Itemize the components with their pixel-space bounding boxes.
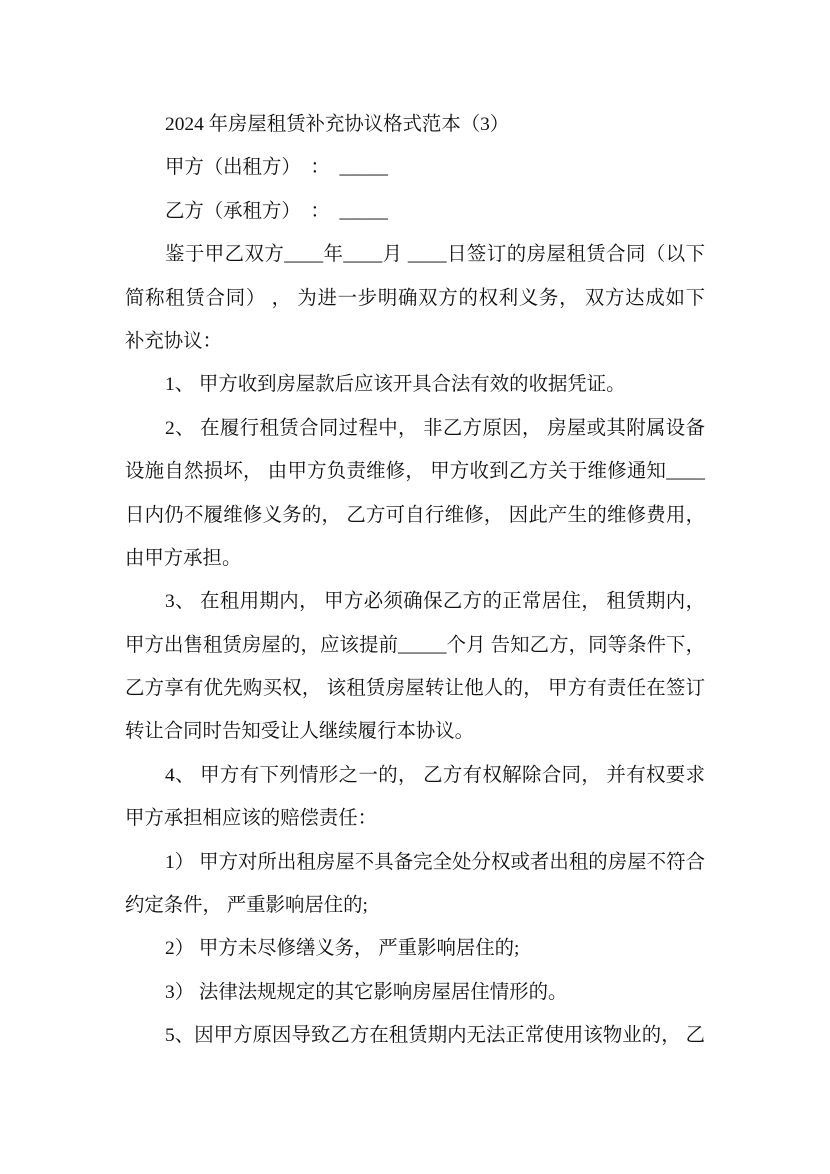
paragraph-line: 约定条件， 严重影响居住的; [125,895,368,917]
paragraph-line: 1、 甲方收到房屋款后应该开具合法有效的收据凭证。 [165,374,626,396]
paragraph-line: 由甲方承担。 [125,547,242,569]
paragraph-line: 5、因甲方原因导致乙方在租赁期内无法正常使用该物业的， 乙 [165,1025,705,1047]
paragraph-line: 1） 甲方对所出租房屋不具备完全处分权或者出租的房屋不符合 [165,851,705,873]
paragraph-line: 2） 甲方未尽修缮义务， 严重影响居住的; [165,938,520,960]
document-title: 2024 年房屋租赁补充协议格式范本（3） [165,114,510,135]
clause-3-paragraph [125,580,705,754]
clause-4-item-3 [125,971,705,1014]
document-body [125,103,705,1058]
clause-1-paragraph [125,363,705,406]
clause-4-paragraph [125,754,705,841]
paragraph-line: 鉴于甲乙双方____年____月 ____日签订的房屋租赁合同（以下 [165,244,705,266]
paragraph-line: 3、 在租用期内， 甲方必须确保乙方的正常居住， 租赁期内， [165,591,705,613]
clause-4-item-1 [125,841,705,928]
preamble-paragraph [125,233,705,363]
paragraph-line: 日内仍不履维修义务的， 乙方可自行维修， 因此产生的维修费用， [125,504,705,526]
party-b-line: 乙方（承租方） ： _____ [165,200,388,222]
paragraph-line: 2、 在履行租赁合同过程中， 非乙方原因， 房屋或其附属设备 [165,417,705,439]
paragraph-line: 3） 法律法规规定的其它影响房屋居住情形的。 [165,981,568,1003]
party-a-line: 甲方（出租方） ： _____ [165,157,388,179]
paragraph-line: 4、 甲方有下列情形之一的， 乙方有权解除合同， 并有权要求 [165,764,705,786]
clause-5-paragraph [125,1014,705,1057]
paragraph-line: 转让合同时告知受让人继续履行本协议。 [125,721,475,743]
paragraph-line: 乙方享有优先购买权， 该租赁房屋转让他人的， 甲方有责任在签订 [125,678,705,700]
paragraph-line: 补充协议： [125,330,222,352]
clause-2-paragraph [125,407,705,581]
paragraph-line: 简称租赁合同） ， 为进一步明确双方的权利义务， 双方达成如下 [125,287,705,309]
clause-4-item-2 [125,927,705,970]
paragraph-line: 甲方承担相应该的赔偿责任： [125,808,378,830]
paragraph-line: 设施自然损坏， 由甲方负责维修， 甲方收到乙方关于维修通知____ [125,461,705,483]
paragraph-line: 甲方出售租赁房屋的，应该提前_____个月 告知乙方，同等条件下， [125,634,705,656]
